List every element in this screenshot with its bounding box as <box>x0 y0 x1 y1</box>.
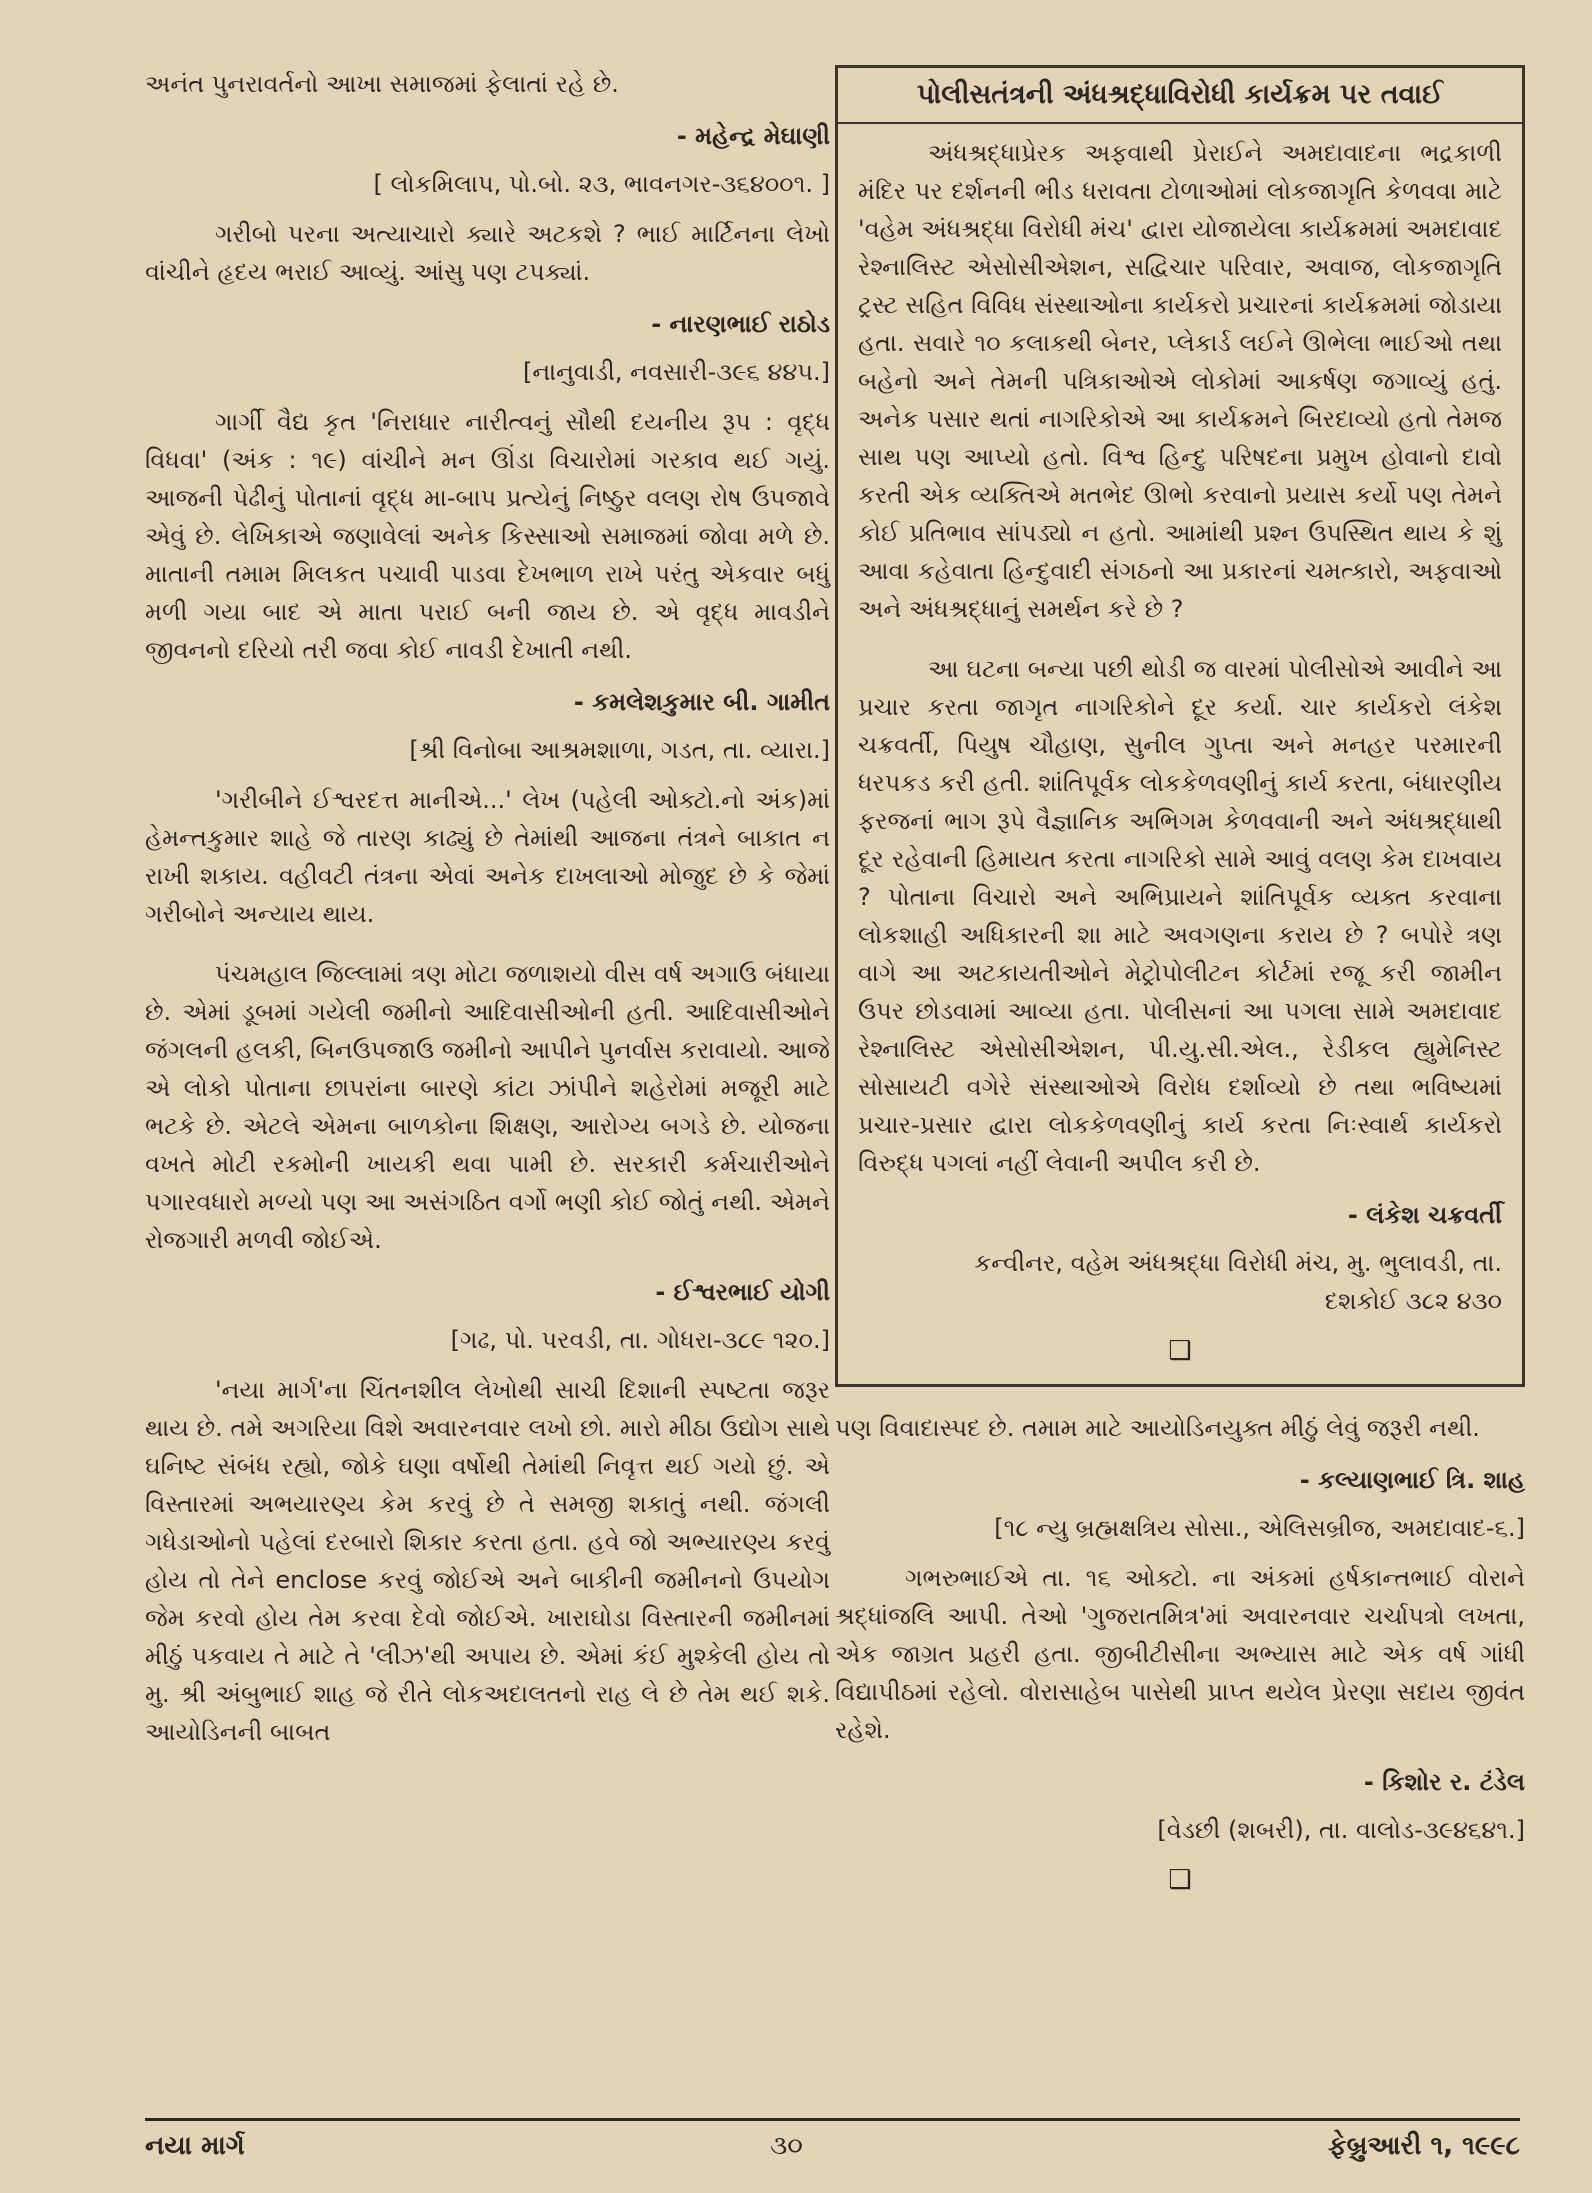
letter-address: [શ્રી વિનોબા આશ્રમશાળા, ગડત, તા. વ્યારા.] <box>409 736 830 764</box>
letter-signature: - મહેન્દ્ર મેઘાણી <box>676 122 830 150</box>
intro-text: અનંત પુનરાવર્તનો આખા સમાજમાં ફેલાતાં રહે છે. <box>145 70 619 98</box>
letter-body: 'ગરીબીને ઈશ્વરદત્ત માનીએ...' લેખ (પહેલી ઓક્ટો.નો અંક)માં હેમન્તકુમાર શાહે જે તારણ કાઢ્યું છે તેમાંથી આજના તંત્રને બાકાત ન રાખી શકાય. વહીવટી તંત્રના એવાં અનેક દાખલાઓ મોજુદ છે કે જેમાં ગરીબોને અન્યાય થાય. <box>145 786 830 928</box>
left-column <box>145 65 830 1751</box>
letter-body: ગરીબો પરના અત્યાચારો ક્યારે અટકશે ? ભાઈ માર્ટિનના લેખો વાંચીને હૃદય ભરાઈ આવ્યું. આંસુ પણ ટપક્યાં. <box>145 220 830 286</box>
letter-body: પણ વિવાદાસ્પદ છે. તમામ માટે આયોડિનયુક્ત મીઠું લેવું જરૂરી નથી. <box>835 1414 1480 1442</box>
box-address: દશકોઈ ૩૮૨ ૪૩૦ <box>1324 1287 1502 1315</box>
box-signature: - લંકેશ ચક્રવર્તી <box>1347 1201 1502 1229</box>
letter-address: [૧૮ ન્યુ બ્રહ્મક્ષત્રિય સોસા., એલિસબ્રીજ, અમદાવાદ-૬.] <box>994 1514 1525 1542</box>
letter-body: પંચમહાલ જિલ્લામાં ત્રણ મોટા જળાશયો વીસ વર્ષ અગાઉ બંધાયા છે. એમાં ડૂબમાં ગયેલી જમીનો આદિવાસીઓની હતી. આદિવાસીઓને જંગલની હલકી, બિનઉપજાઉ જમીનો આપીને પુનર્વાસ કરાવાયો. આજે એ લોકો પોતાના છાપરાંના બારણે કાંટા ઝાંપીને શહેરોમાં મજૂરી માટે ભટકે છે. એટલે એમના બાળકોના શિક્ષણ, આરોગ્ય બગડે છે. યોજના વખતે મોટી રકમોની ખાયકી થવા પામી છે. સરકારી કર્મચારીઓને પગારવધારો મળ્યો પણ આ અસંગઠિત વર્ગો ભણી કોઈ જોતું નથી. એમને રોજગારી મળવી જોઈએ. <box>145 960 830 1254</box>
letter-address: [નાનુવાડી, નવસારી-૩૯૬ ૪૪૫.] <box>523 358 830 386</box>
page-number: ૩૦ <box>769 2131 803 2161</box>
letter-signature: - નારણભાઈ રાઠોડ <box>651 310 830 338</box>
end-mark-icon: ❑ <box>1168 1336 1192 1366</box>
box-paragraph: આ ઘટના બન્યા પછી થોડી જ વારમાં પોલીસોએ આવીને આ પ્રચાર કરતા જાગૃત નાગરિકોને દૂર કર્યા. ચાર કાર્યકરો લંકેશ ચક્રવર્તી, પિયુષ ચૌહાણ, સુનીલ ગુપ્તા અને મનહર પરમારની ધરપકડ કરી હતી. શાંતિપૂર્વક લોકકેળવણીનું કાર્ય કરતા, બંધારણીય ફરજનાં ભાગ રૂપે વૈજ્ઞાનિક અભિગમ કેળવવાની અને અંધશ્રદ્ધાથી દૂર રહેવાની હિમાયત કરતા નાગરિકો સામે આવું વલણ કેમ દાખવાય ? પોતાના વિચારો અને અભિપ્રાયને શાંતિપૂર્વક વ્યક્ત કરવાના લોકશાહી અધિકારની શા માટે અવગણના કરાય છે ? બપોરે ત્રણ વાગે આ અટકાયતીઓને મેટ્રોપોલીટન કોર્ટમાં રજૂ કરી જામીન ઉપર છોડવામાં આવ્યા હતા. પોલીસનાં આ પગલા સામે અમદાવાદ રેશ્નાલિસ્ટ એસોસીએશન, પી.યુ.સી.એલ., રેડીકલ હ્યુમેનિસ્ટ સોસાયટી વગેરે સંસ્થાઓએ વિરોધ દર્શાવ્યો છે તથા ભવિષ્યમાં પ્રચાર-પ્રસાર દ્વારા લોકકેળવણીનું કાર્ય કરતા નિઃસ્વાર્થ કાર્યકરો વિરુદ્ધ પગલાં નહીં લેવાની અપીલ કરી છે. <box>858 655 1502 1177</box>
box-paragraph: અંધશ્રદ્ધાપ્રેરક અફવાથી પ્રેરાઈને અમદાવાદના ભદ્રકાળી મંદિર પર દર્શનની ભીડ ધરાવતા ટોળાઓમાં લોકજાગૃતિ કેળવવા માટે 'વહેમ અંધશ્રદ્ધા વિરોધી મંચ' દ્વારા યોજાયેલા કાર્યક્રમમાં અમદાવાદ રેશ્નાલિસ્ટ એસોસીએશન, સદ્વિચાર પરિવાર, અવાજ, લોકજાગૃતિ ટ્રસ્ટ સહિત વિવિધ સંસ્થાઓના કાર્યકરો પ્રચારનાં કાર્યક્રમમાં જોડાયા હતા. સવારે ૧૦ કલાકથી બેનર, પ્લેકાર્ડ લઈને ઊભેલા ભાઈઓ તથા બહેનો અને તેમની પત્રિકાઓએ લોકોમાં આકર્ષણ જગાવ્યું હતું. અનેક પસાર થતાં નાગરિકોએ આ કાર્યક્રમને બિરદાવ્યો હતો તેમજ સાથ પણ આપ્યો હતો. વિશ્વ હિન્દુ પરિષદના પ્રમુખ હોવાનો દાવો કરતી એક વ્યક્તિએ મતભેદ ઊભો કરવાનો પ્રયાસ કર્યો પણ તેમને કોઈ પ્રતિભાવ સાંપડ્યો ન હતો. આમાંથી પ્રશ્ન ઉપસ્થિત થાય કે શું આવા કહેવાતા હિન્દુવાદી સંગઠનો આ પ્રકારનાં ચમત્કારો, અફવાઓ અને અંધશ્રદ્ધાનું સમર્થન કરે છે ? <box>858 139 1502 623</box>
letter-signature: - કમલેશકુમાર બી. ગામીત <box>573 688 830 716</box>
letter-signature: - કિશોર ર. ટંડેલ <box>1363 1768 1525 1796</box>
news-box <box>835 65 1525 1387</box>
letter-signature: - કલ્યાણભાઈ ત્રિ. શાહ <box>1299 1466 1525 1494</box>
letter-body: ગાર્ગી વૈદ્ય કૃત 'નિરાધાર નારીત્વનું સૌથી દયનીય રૂપ : વૃદ્ધ વિધવા' (અંક : ૧૯) વાંચીને મન ઊંડા વિચારોમાં ગરકાવ થઈ ગયું. આજની પેઢીનું પોતાનાં વૃદ્ધ મા-બાપ પ્રત્યેનું નિષ્ઠુર વલણ રોષ ઉપજાવે એવું છે. લેખિકાએ જણાવેલાં અનેક કિસ્સાઓ સમાજમાં જોવા મળે છે. માતાની તમામ મિલકત પચાવી પાડવા દેખભાળ રાખે પરંતુ એકવાર બધું મળી ગયા બાદ એ માતા પરાઈ બની જાય છે. એ વૃદ્ધ માવડીને જીવનનો દરિયો તરી જવા કોઈ નાવડી દેખાતી નથી. <box>145 408 830 664</box>
box-address: કન્વીનર, વહેમ અંધશ્રદ્ધા વિરોધી મંચ, મુ. ભુલાવડી, તા. <box>974 1249 1502 1277</box>
letter-body: ગભરુભાઈએ તા. ૧૬ ઓક્ટો. ના અંકમાં હર્ષકાન્તભાઈ વોરાને શ્રદ્ધાંજલિ આપી. તેઓ 'ગુજરાતમિત્ર'માં અવારનવાર ચર્ચાપત્રો લખતા, એક જાગ્રત પ્રહરી હતા. જીબીટીસીના અભ્યાસ માટે એક વર્ષ ગાંધી વિદ્યાપીઠમાં રહેલો. વોરાસાહેબ પાસેથી પ્રાપ્ત થયેલ પ્રેરણા સદાય જીવંત રહેશે. <box>835 1564 1525 1744</box>
letter-body: 'નયા માર્ગ'ના ચિંતનશીલ લેખોથી સાચી દિશાની સ્પષ્ટતા જરૂર થાય છે. તમે અગરિયા વિશે અવારનવાર લખો છો. મારો મીઠા ઉદ્યોગ સાથે ઘનિષ્ટ સંબંધ રહ્યો, જોકે ઘણા વર્ષોથી તેમાંથી નિવૃત્ત થઈ ગયો છું. એ વિસ્તારમાં અભયારણ્ય કેમ કરવું છે તે સમજી શકાતું નથી. જંગલી ગધેડાઓનો પહેલાં દરબારો શિકાર કરતા હતા. હવે જો અભ્યારણ્ય કરવું હોય તો તેને enclose કરવું જોઈએ અને બાકીની જમીનનો ઉપયોગ જેમ કરવો હોય તેમ કરવા દેવો જોઈએ. ખારાઘોડા વિસ્તારની જમીનમાં મીઠું પકવાય તે માટે તે 'લીઝ'થી અપાય છે. એમાં કંઈ મુશ્કેલી હોય તો મુ. શ્રી અંબુભાઈ શાહ જે રીતે લોકઅદાલતનો રાહ લે છે તેમ થઈ શકે. આયોડિનની બાબત <box>145 1376 831 1746</box>
issue-date: ફેબ્રુઆરી ૧, ૧૯૯૮ <box>1328 2131 1520 2161</box>
letter-signature: - ઈશ્વરભાઈ યોગી <box>655 1278 830 1306</box>
letter-address: [વેડછી (શબરી), તા. વાલોડ-૩૯૪૬૪૧.] <box>1157 1816 1525 1844</box>
end-mark-icon: ❑ <box>1168 1865 1192 1895</box>
box-title: પોલીસતંત્રની અંધશ્રદ્ધાવિરોધી કાર્યક્રમ પર તવાઈ <box>838 76 1522 124</box>
page-footer <box>145 2118 1520 2162</box>
letter-address: [ લોકમિલાપ, પો.બો. ૨૩, ભાવનગર-૩૬૪૦૦૧. ] <box>373 170 830 198</box>
magazine-name: નયા માર્ગ <box>145 2131 245 2161</box>
right-column <box>835 65 1525 1899</box>
letter-address: [ગઢ, પો. પરવડી, તા. ગોધરા-૩૮૯ ૧૨૦.] <box>450 1326 830 1354</box>
